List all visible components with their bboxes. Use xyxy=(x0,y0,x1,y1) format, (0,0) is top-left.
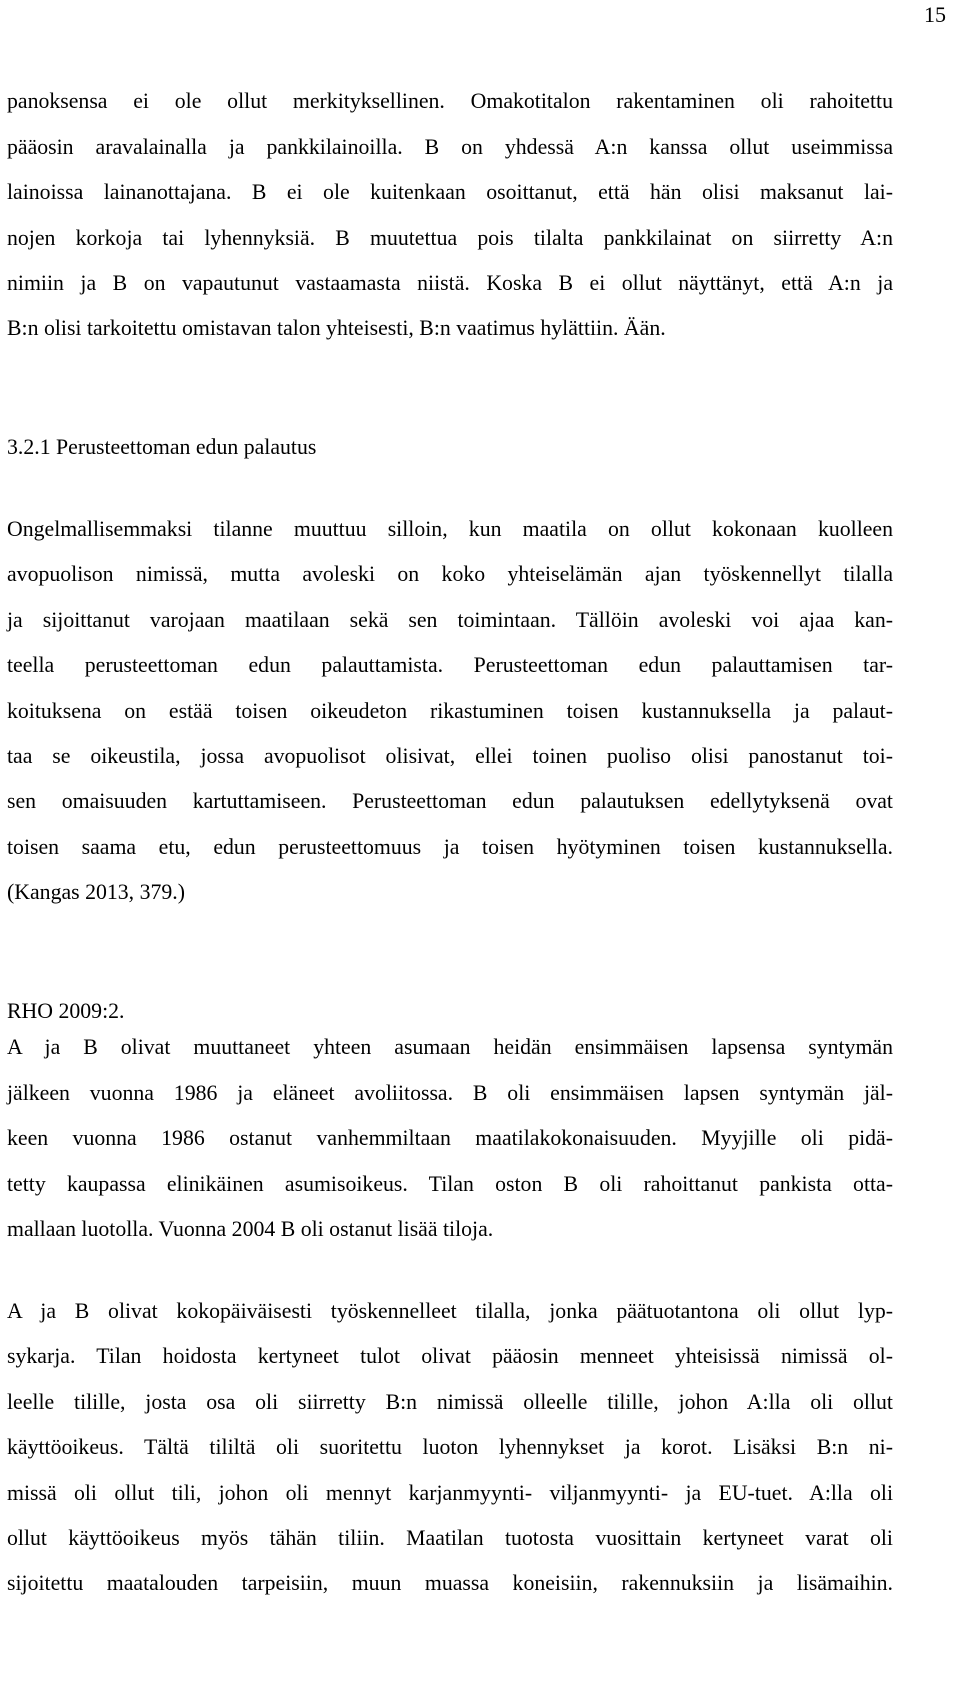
text-line: lainoissa lainanottajana. B ei ole kuitenkaan osoittanut, että hän olisi maksanut lai- xyxy=(7,180,893,204)
text-line: nojen korkoja tai lyhennyksiä. B muutettua pois tilalta pankkilainat on siirretty A:n xyxy=(7,226,893,250)
text-line: pääosin aravalainalla ja pankkilainoilla. B on yhdessä A:n kanssa ollut useimmissa xyxy=(7,135,893,159)
text-line: sen omaisuuden kartuttamiseen. Perusteettoman edun palautuksen edellytyksenä ovat xyxy=(7,789,893,813)
text-line: A ja B olivat muuttaneet yhteen asumaan heidän ensimmäisen lapsensa syntymän xyxy=(7,1035,893,1059)
text-line: avopuolison nimissä, mutta avoleski on koko yhteiselämän ajan työskennellyt tilalla xyxy=(7,562,893,586)
text-line: toisen saama etu, edun perusteettomuus ja toisen hyötyminen toisen kustannuksella. xyxy=(7,835,893,859)
text-line: panoksensa ei ole ollut merkityksellinen. Omakotitalon rakentaminen oli rahoitettu xyxy=(7,89,893,113)
text-line: taa se oikeustila, jossa avopuolisot olisivat, ellei toinen puoliso olisi panostanut toi- xyxy=(7,744,893,768)
section-heading: 3.2.1 Perusteettoman edun palautus xyxy=(7,435,317,459)
text-line: leelle tilille, josta osa oli siirretty B:n nimissä olleelle tilille, johon A:lla oli ollut xyxy=(7,1390,893,1414)
text-line: ollut käyttöoikeus myös tähän tiliin. Maatilan tuotosta vuosittain kertyneet varat oli xyxy=(7,1526,893,1550)
text-line: ja sijoittanut varojaan maatilaan sekä sen toimintaan. Tällöin avoleski voi ajaa kan- xyxy=(7,608,893,632)
text-line: teella perusteettoman edun palauttamista. Perusteettoman edun palauttamisen tar- xyxy=(7,653,893,677)
text-line: nimiin ja B on vapautunut vastaamasta niistä. Koska B ei ollut näyttänyt, että A:n ja xyxy=(7,271,893,295)
text-line: koituksena on estää toisen oikeudeton rikastuminen toisen kustannuksella ja palaut- xyxy=(7,699,893,723)
text-line: tetty kaupassa elinikäinen asumisoikeus. Tilan oston B oli rahoittanut pankista otta- xyxy=(7,1172,893,1196)
page-number: 15 xyxy=(924,2,946,27)
text-line: mallaan luotolla. Vuonna 2004 B oli ostanut lisää tiloja. xyxy=(7,1217,494,1241)
text-line: A ja B olivat kokopäiväisesti työskennelleet tilalla, jonka päätuotantona oli ollut lyp- xyxy=(7,1299,893,1323)
text-line: sykarja. Tilan hoidosta kertyneet tulot olivat pääosin menneet yhteisissä nimissä ol- xyxy=(7,1344,893,1368)
text-line: käyttöoikeus. Tältä tililtä oli suoritettu luoton lyhennykset ja korot. Lisäksi B:n ni- xyxy=(7,1435,893,1459)
text-line: keen vuonna 1986 ostanut vanhemmiltaan maatilakokonaisuuden. Myyjille oli pidä- xyxy=(7,1126,893,1150)
text-line: (Kangas 2013, 379.) xyxy=(7,880,185,904)
text-line: jälkeen vuonna 1986 ja eläneet avoliitossa. B oli ensimmäisen lapsen syntymän jäl- xyxy=(7,1081,893,1105)
text-line: missä oli ollut tili, johon oli mennyt karjanmyynti- viljanmyynti- ja EU-tuet. A:lla oli xyxy=(7,1481,893,1505)
text-line: Ongelmallisemmaksi tilanne muuttuu silloin, kun maatila on ollut kokonaan kuolleen xyxy=(7,517,893,541)
case-heading: RHO 2009:2. xyxy=(7,999,125,1023)
text-line: sijoitettu maatalouden tarpeisiin, muun muassa koneisiin, rakennuksiin ja lisämaihin. xyxy=(7,1571,893,1595)
text-line: B:n olisi tarkoitettu omistavan talon yhteisesti, B:n vaatimus hylättiin. Ään. xyxy=(7,316,666,340)
